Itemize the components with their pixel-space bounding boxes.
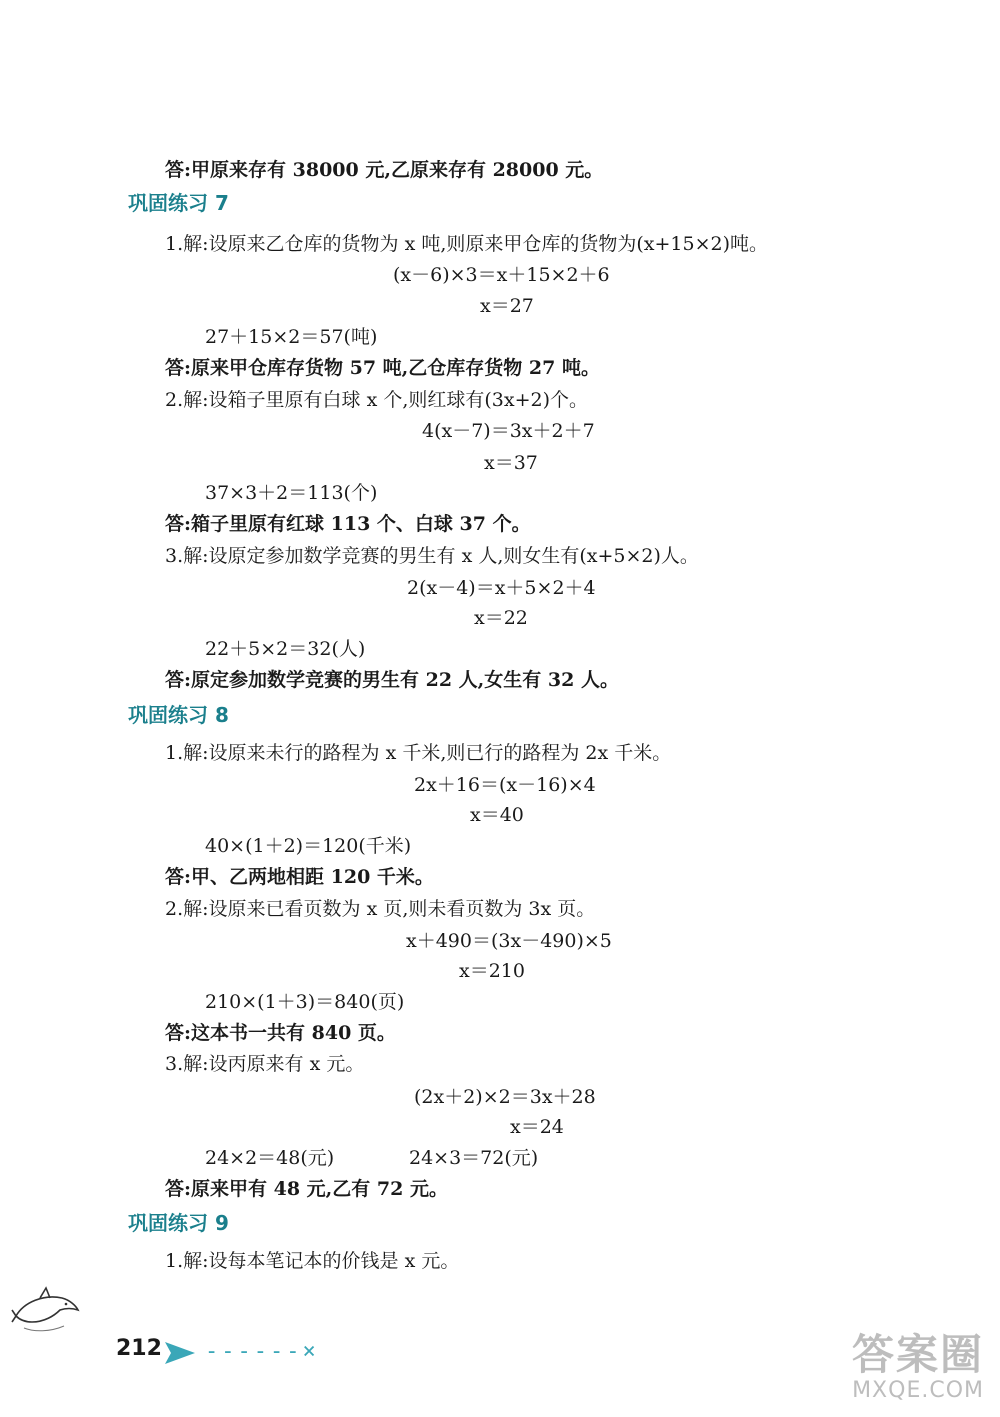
section-heading-9: 巩固练习 9: [128, 1211, 229, 1235]
answer-line: 答:甲、乙两地相距 120 千米。: [165, 866, 434, 888]
equation-line: 4(x－7)＝3x＋2＋7: [422, 420, 595, 442]
calculation-line: 24×3＝72(元): [409, 1147, 539, 1169]
solution-line: 2.解:设箱子里原有白球 x 个,则红球有(3x+2)个。: [165, 389, 589, 411]
section-heading-8: 巩固练习 8: [128, 703, 229, 727]
calculation-line: 210×(1＋3)＝840(页): [205, 991, 405, 1013]
answer-line: 答:这本书一共有 840 页。: [165, 1022, 396, 1044]
answer-line: 答:甲原来存有 38000 元,乙原来存有 28000 元。: [165, 159, 604, 181]
answer-line: 答:原定参加数学竞赛的男生有 22 人,女生有 32 人。: [165, 669, 619, 691]
answer-line: 答:原来甲仓库存货物 57 吨,乙仓库存货物 27 吨。: [165, 357, 600, 379]
answer-line: 答:箱子里原有红球 113 个、白球 37 个。: [165, 513, 531, 535]
solution-line: 1.解:设原来乙仓库的货物为 x 吨,则原来甲仓库的货物为(x+15×2)吨。: [165, 233, 769, 255]
calculation-line: 24×2＝48(元): [205, 1147, 335, 1169]
watermark-title: 答案圈: [851, 1330, 984, 1379]
equation-result: x＝22: [474, 607, 528, 629]
arrow-icon: [163, 1340, 197, 1366]
calculation-line: 22＋5×2＝32(人): [205, 638, 366, 660]
equation-result: x＝24: [510, 1116, 564, 1138]
solution-line: 3.解:设丙原来有 x 元。: [165, 1053, 365, 1075]
equation-result: x＝37: [484, 452, 538, 474]
solution-line: 1.解:设每本笔记本的价钱是 x 元。: [165, 1250, 460, 1272]
calculation-line: 40×(1＋2)＝120(千米): [205, 835, 412, 857]
page-number: 212: [116, 1336, 162, 1361]
equation-line: 2(x－4)＝x＋5×2＋4: [407, 577, 596, 599]
equation-result: x＝27: [480, 295, 534, 317]
watermark-url: MXQE.COM: [852, 1378, 984, 1403]
solution-line: 1.解:设原来未行的路程为 x 千米,则已行的路程为 2x 千米。: [165, 742, 672, 764]
equation-line: (2x＋2)×2＝3x＋28: [414, 1086, 596, 1108]
equation-result: x＝210: [459, 960, 525, 982]
answer-line: 答:原来甲有 48 元,乙有 72 元。: [165, 1178, 448, 1200]
equation-line: x＋490＝(3x－490)×5: [406, 930, 612, 952]
dashed-rule: [205, 1339, 319, 1364]
calculation-line: 27＋15×2＝57(吨): [205, 326, 378, 348]
dashes: ------: [205, 1339, 303, 1364]
section-heading-7: 巩固练习 7: [128, 191, 229, 215]
equation-line: 2x＋16＝(x－16)×4: [414, 774, 596, 796]
cross-mark: ×: [302, 1339, 319, 1364]
dolphin-icon: [10, 1282, 82, 1336]
solution-line: 2.解:设原来已看页数为 x 页,则未看页数为 3x 页。: [165, 898, 596, 920]
equation-result: x＝40: [470, 804, 524, 826]
watermark: [852, 1332, 984, 1403]
calculation-line: 37×3＋2＝113(个): [205, 482, 378, 504]
solution-line: 3.解:设原定参加数学竞赛的男生有 x 人,则女生有(x+5×2)人。: [165, 545, 699, 567]
equation-line: (x－6)×3＝x＋15×2＋6: [393, 264, 610, 286]
